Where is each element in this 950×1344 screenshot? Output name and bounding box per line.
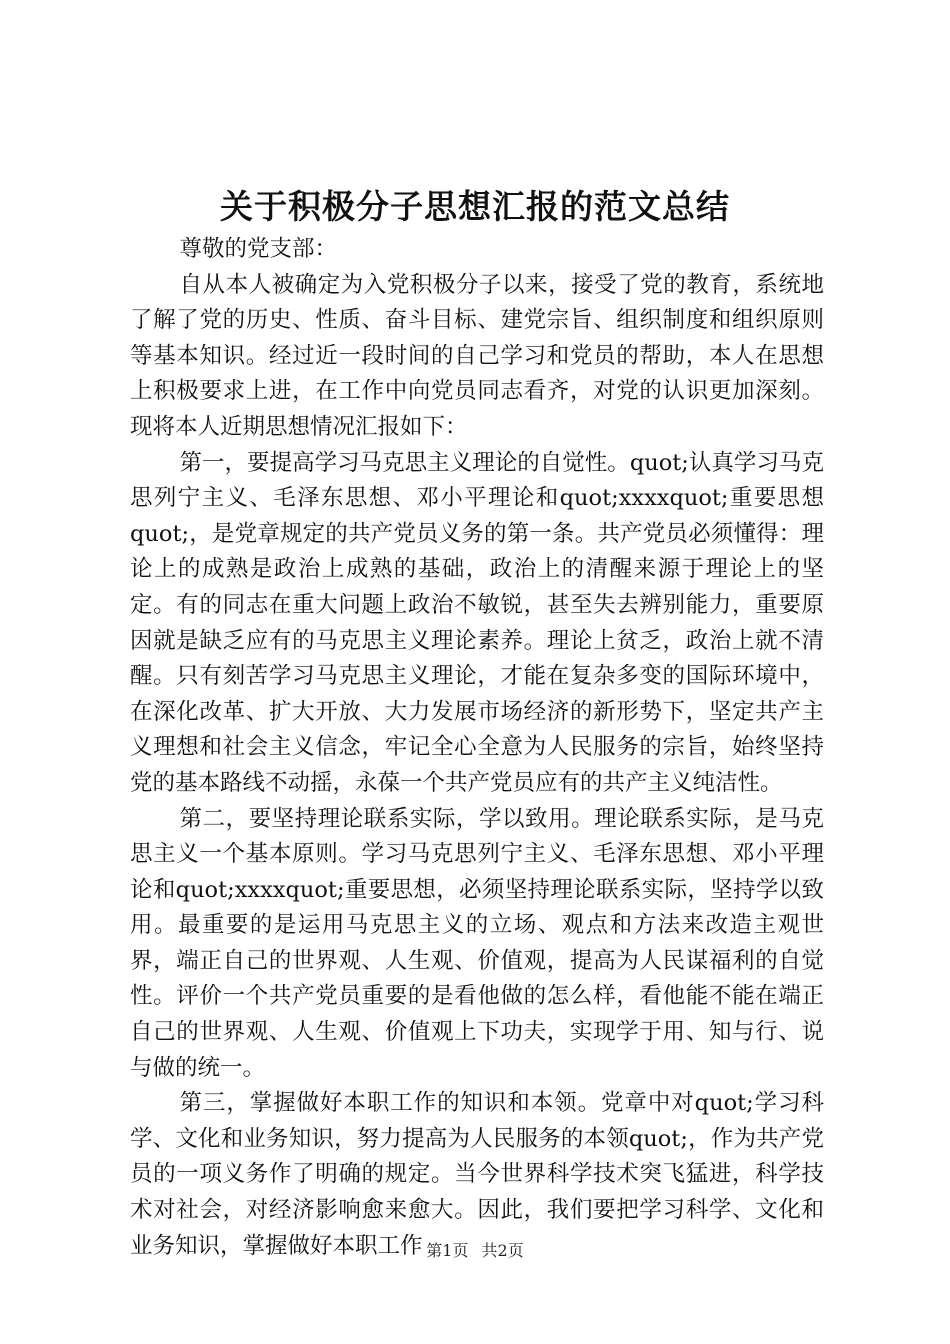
page-number: 第1页: [426, 1241, 469, 1260]
page-total: 共2页: [481, 1241, 524, 1260]
paragraph-intro: 自从本人被确定为入党积极分子以来，接受了党的教育，系统地了解了党的历史、性质、奋斗目标、建党宗旨、组织制度和组织原则等基本知识。经过近一段时间的自己学习和党员的帮助，本人在思想上积极要求上进，在工作中向党员同志看齐，对党的认识更加深刻。现将本人近期思想情况汇报如下：: [130, 271, 824, 440]
document-body: [130, 232, 824, 1264]
document-title: 关于积极分子思想汇报的范文总结: [220, 187, 730, 226]
salutation: 尊敬的党支部：: [179, 236, 338, 262]
page-footer: [0, 1241, 950, 1261]
paragraph-second-point: 第二，要坚持理论联系实际，学以致用。理论联系实际，是马克思主义一个基本原则。学习马克思列宁主义、毛泽东思想、邓小平理论和quot;xxxxquot;重要思想，必须坚持理论联系实际，坚持学以致用。最重要的是运用马克思主义的立场、观点和方法来改造主观世界，端正自己的世界观、人生观、价值观，提高为人民谋福利的自觉性。评价一个共产党员重要的是看他做的怎么样，看他能不能在端正自己的世界观、人生观、价值观上下功夫，实现学于用、知与行、说与做的统一。: [130, 805, 824, 1081]
paragraph-first-point: 第一，要提高学习马克思主义理论的自觉性。quot;认真学习马克思列宁主义、毛泽东思想、邓小平理论和quot;xxxxquot;重要思想quot;，是党章规定的共产党员义务的第一条。共产党员必须懂得：理论上的成熟是政治上成熟的基础，政治上的清醒来源于理论上的坚定。有的同志在重大问题上政治不敏锐，甚至失去辨别能力，重要原因就是缺乏应有的马克思主义理论素养。理论上贫乏，政治上就不清醒。只有刻苦学习马克思主义理论，才能在复杂多变的国际环境中，在深化改革、扩大开放、大力发展市场经济的新形势下，坚定共产主义理想和社会主义信念，牢记全心全意为人民服务的宗旨，始终坚持党的基本路线不动摇，永葆一个共产党员应有的共产主义纯洁性。: [130, 449, 824, 796]
paragraph-third-point: 第三，掌握做好本职工作的知识和本领。党章中对quot;学习科学、文化和业务知识，努力提高为人民服务的本领quot;，作为共产党员的一项义务作了明确的规定。当今世界科学技术突飞猛进，科学技术对社会，对经济影响愈来愈大。因此，我们要把学习科学、文化和业务知识，掌握做好本职工作: [130, 1090, 824, 1259]
